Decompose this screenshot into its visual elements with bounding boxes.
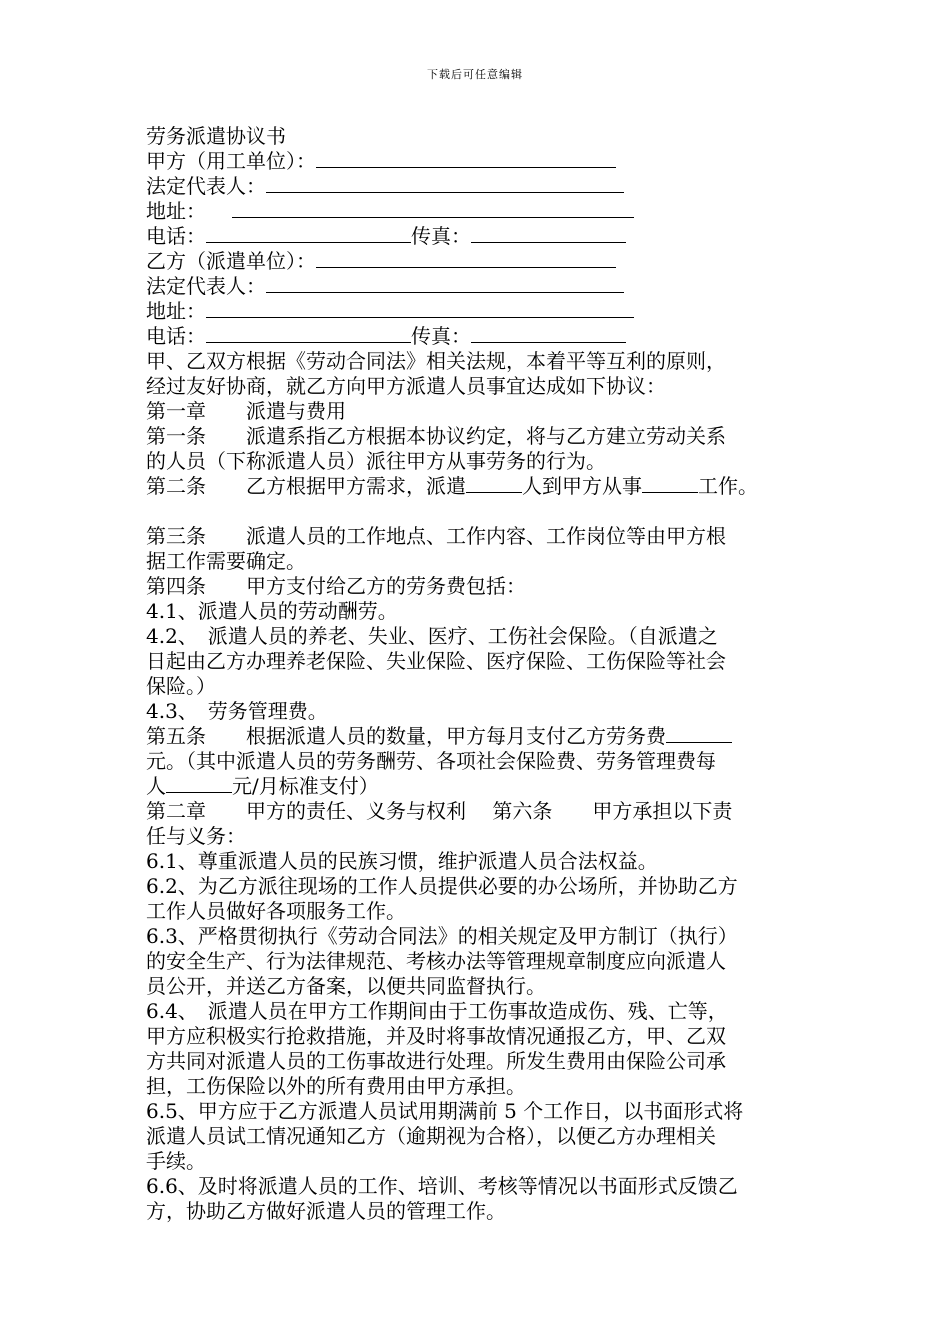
article-2-work-blank: [642, 474, 698, 493]
party-b-rep-label: 法定代表人：: [146, 274, 266, 298]
party-b-name-blank: [316, 249, 616, 268]
item-6-4-line-2: 甲方应积极实行抢救措施，并及时将事故情况通报乙方，甲、乙双: [146, 1024, 726, 1048]
article-5-text-d: 元/月标准支付）: [232, 774, 379, 798]
party-a-addr-line: [146, 199, 826, 224]
article-2-text-b: 人到甲方从事: [522, 474, 642, 498]
item-6-2-line-1: 6.2、为乙方派往现场的工作人员提供必要的办公场所，并协助乙方: [146, 874, 738, 898]
item-6-2-line-2: 工作人员做好各项服务工作。: [146, 899, 406, 923]
article-5-line-2: 元。（其中派遣人员的劳务酬劳、各项社会保险费、劳务管理费每: [146, 749, 716, 773]
item-6-3-line-1: 6.3、严格贯彻执行《劳动合同法》的相关规定及甲方制订（执行）: [146, 924, 738, 948]
party-a-rep-label: 法定代表人：: [146, 174, 266, 198]
party-a-name-label: 甲方（用工单位）：: [146, 149, 316, 173]
item-6-6-line-2: 方，协助乙方做好派遣人员的管理工作。: [146, 1199, 506, 1223]
item-6-5-line-2: 派遣人员试工情况通知乙方（逾期视为合格），以便乙方办理相关: [146, 1124, 716, 1148]
party-b-addr-line: [146, 299, 826, 324]
item-6-3-line-2: 的安全生产、行为法律规范、考核办法等管理规章制度应向派遣人: [146, 949, 726, 973]
party-b-phone-blank: [206, 324, 411, 343]
party-a-name-blank: [316, 149, 616, 168]
document-title: 劳务派遣协议书: [146, 124, 286, 148]
party-b-fax-blank: [471, 324, 626, 343]
item-6-3-line-3: 员公开，并送乙方备案，以便共同监督执行。: [146, 974, 546, 998]
party-b-phone-line: [146, 324, 826, 349]
party-a-rep-blank: [266, 174, 624, 193]
article-2-count-blank: [466, 474, 522, 493]
party-b-name-line: [146, 249, 826, 274]
article-2-line: [146, 474, 826, 499]
chapter-2-line-2: 任与义务：: [146, 824, 246, 848]
party-b-rep-line: [146, 274, 826, 299]
party-a-name-line: [146, 149, 826, 174]
article-3-line-2: 据工作需要确定。: [146, 549, 306, 573]
item-6-5-line-1: 6.5、甲方应于乙方派遣人员试用期满前 5 个工作日，以书面形式将: [146, 1099, 744, 1123]
party-b-addr-blank: [206, 299, 634, 318]
party-a-phone-blank: [206, 224, 411, 243]
party-b-phone-label: 电话：: [146, 324, 206, 348]
item-4-2-line-1: 4.2、 派遣人员的养老、失业、医疗、工伤社会保险。（自派遣之: [146, 624, 718, 648]
article-2-text-a: 第二条 乙方根据甲方需求，派遣: [146, 474, 466, 498]
article-5-text-c: 人: [146, 774, 166, 798]
item-6-4-line-3: 方共同对派遣人员的工伤事故进行处理。所发生费用由保险公司承: [146, 1049, 726, 1073]
party-a-addr-blank: [232, 199, 634, 218]
item-6-5-line-3: 手续。: [146, 1149, 206, 1173]
party-a-rep-line: [146, 174, 826, 199]
item-6-1: 6.1、尊重派遣人员的民族习惯，维护派遣人员合法权益。: [146, 849, 658, 873]
item-4-1: 4.1、派遣人员的劳动酬劳。: [146, 599, 398, 623]
article-5-rate-blank: [166, 774, 232, 793]
party-a-phone-label: 电话：: [146, 224, 206, 248]
party-b-fax-label: 传真：: [411, 324, 471, 348]
item-6-4-line-4: 担，工伤保险以外的所有费用由甲方承担。: [146, 1074, 526, 1098]
article-5-line-3: [146, 774, 826, 799]
item-4-3: 4.3、 劳务管理费。: [146, 699, 328, 723]
article-5-line-1: [146, 724, 826, 749]
party-a-fax-blank: [471, 224, 626, 243]
preamble-line-2: 经过友好协商，就乙方向甲方派遣人员事宜达成如下协议：: [146, 374, 666, 398]
item-4-2-line-3: 保险。）: [146, 674, 216, 698]
item-4-2-line-2: 日起由乙方办理养老保险、失业保险、医疗保险、工伤保险等社会: [146, 649, 726, 673]
article-3-line-1: 第三条 派遣人员的工作地点、工作内容、工作岗位等由甲方根: [146, 524, 726, 548]
article-5-text-a: 第五条 根据派遣人员的数量，甲方每月支付乙方劳务费: [146, 724, 666, 748]
article-5-fee-blank: [666, 724, 732, 743]
party-a-fax-label: 传真：: [411, 224, 471, 248]
article-1-line-1: 第一条 派遣系指乙方根据本协议约定，将与乙方建立劳动关系: [146, 424, 726, 448]
preamble-line-1: 甲、乙双方根据《劳动合同法》相关法规，本着平等互利的原则，: [146, 349, 726, 373]
article-2-text-c: 工作。: [698, 474, 758, 498]
article-4-line: 第四条 甲方支付给乙方的劳务费包括：: [146, 574, 526, 598]
item-6-6-line-1: 6.6、及时将派遣人员的工作、培训、考核等情况以书面形式反馈乙: [146, 1174, 738, 1198]
chapter-2-line-1: 第二章 甲方的责任、义务与权利 第六条 甲方承担以下责: [146, 799, 733, 823]
document-body: [146, 124, 826, 1224]
party-b-rep-blank: [266, 274, 624, 293]
article-1-line-2: 的人员（下称派遣人员）派往甲方从事劳务的行为。: [146, 449, 606, 473]
item-6-4-line-1: 6.4、 派遣人员在甲方工作期间由于工伤事故造成伤、残、亡等，: [146, 999, 728, 1023]
page-header: 下载后可任意编辑: [427, 68, 523, 81]
party-b-addr-label: 地址：: [146, 299, 206, 323]
chapter-1-heading: 第一章 派遣与费用: [146, 399, 346, 423]
party-b-name-label: 乙方（派遣单位）：: [146, 249, 316, 273]
party-a-phone-line: [146, 224, 826, 249]
party-a-addr-label: 地址：: [146, 199, 206, 223]
